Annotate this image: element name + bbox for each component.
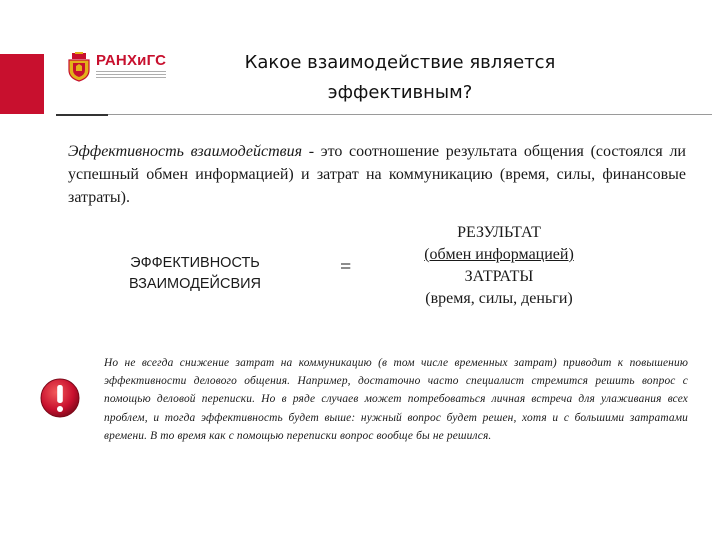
ranepa-logo	[66, 52, 181, 86]
exclamation-icon	[40, 378, 80, 418]
red-accent-bar	[0, 54, 44, 114]
formula-left-label	[100, 253, 290, 295]
definition-paragraph	[68, 140, 686, 209]
formula-left-line-1: ЭФФЕКТИВНОСТЬ	[130, 255, 260, 271]
page-title	[210, 48, 590, 108]
title-line-1: Какое взаимодействие является	[244, 52, 556, 73]
logo-subtitle-lines	[96, 71, 166, 80]
definition-term: Эффективность взаимодействия	[68, 143, 303, 160]
logo-text: РАНХиГС	[96, 52, 167, 69]
formula-left-line-2: ВЗАИМОДЕЙСВИЯ	[128, 276, 262, 292]
denominator-note: (время, силы, деньги)	[425, 290, 573, 307]
header-divider	[108, 114, 712, 115]
header-short-underline	[56, 114, 108, 116]
definition-text: - это соотношение результата общения (состоялся ли успешный обмен информацией) и затрат на коммуникацию (время, силы, финансовые затраты).	[68, 143, 686, 206]
equals-sign: =	[340, 256, 352, 278]
note-paragraph: Но не всегда снижение затрат на коммуникацию (в том числе временных затрат) приводит к повышению эффективности делового общения. Например, достаточно часто специалист стремится решить вопрос с помощью деловой переписки. Но в ряде случаев может потребоваться личная встреча для улаживания всех проблем, и тогда эффективность будет выше: нужный вопрос будет решен, хотя и с большими затратами времени. В то время как с помощью переписки вопрос вообще бы не решился.	[104, 357, 688, 442]
title-line-2: эффективным?	[327, 82, 473, 103]
denominator: ЗАТРАТЫ	[464, 268, 534, 285]
formula-fraction	[404, 222, 594, 310]
emblem-icon	[66, 52, 92, 82]
numerator: РЕЗУЛЬТАТ	[457, 224, 541, 241]
numerator-note: (обмен информацией)	[424, 246, 574, 263]
